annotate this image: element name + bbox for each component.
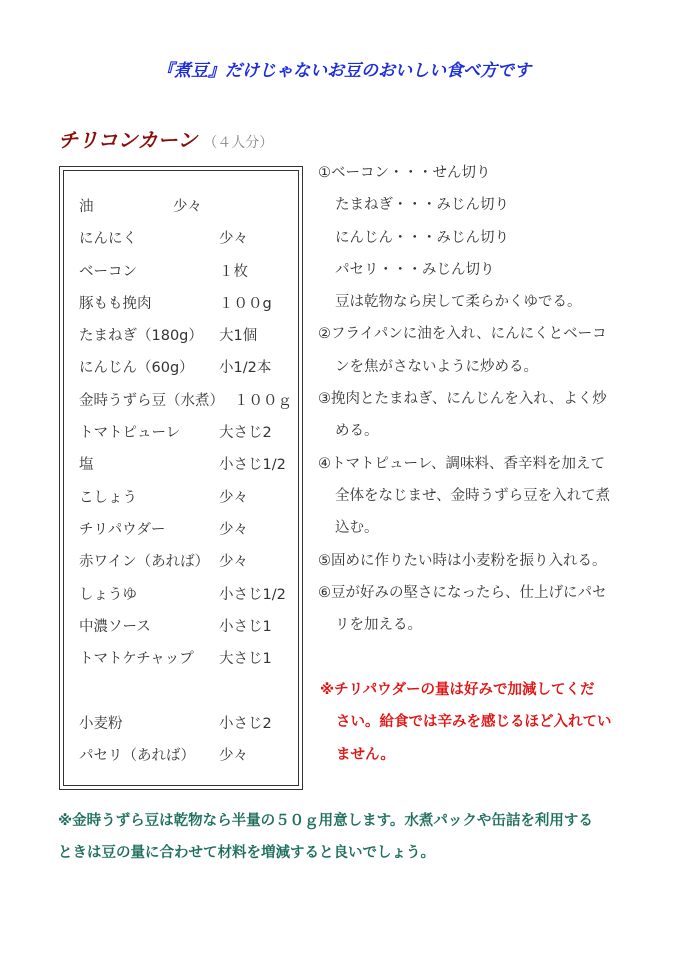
ingredient-qty: 少々 bbox=[219, 489, 248, 506]
ingredient-qty: 大さじ2 bbox=[219, 425, 272, 442]
ingredient-name: 油 bbox=[79, 199, 94, 215]
ingredient-qty: 大さじ1 bbox=[219, 651, 272, 668]
ingredient-row bbox=[79, 320, 309, 352]
spice-note bbox=[320, 675, 650, 772]
ingredient-list bbox=[79, 191, 309, 772]
ingredient-row bbox=[79, 417, 309, 449]
ingredient-name: パセリ（あれば） bbox=[79, 748, 195, 765]
ingredient-name: たまねぎ（180g） bbox=[79, 328, 203, 345]
step-line: パセリ・・・みじん切り bbox=[335, 261, 495, 278]
ingredient-qty: 小1/2本 bbox=[219, 360, 272, 377]
ingredient-row bbox=[79, 611, 309, 643]
ingredient-name: 中濃ソース bbox=[79, 618, 151, 635]
ingredient-qty: １００ｇ bbox=[234, 392, 292, 409]
step-line: 豆は乾物なら戻して柔らかくゆでる。 bbox=[335, 294, 582, 311]
ingredient-row bbox=[79, 352, 309, 384]
spice-note-line: ません。 bbox=[336, 746, 395, 763]
ingredient-row bbox=[79, 546, 309, 578]
ingredient-qty: 少々 bbox=[219, 231, 248, 248]
ingredient-row bbox=[79, 288, 309, 320]
ingredient-qty: 少々 bbox=[173, 199, 202, 215]
ingredient-row bbox=[79, 514, 309, 546]
ingredient-row bbox=[79, 643, 309, 675]
step-line: たまねぎ・・・みじん切り bbox=[335, 197, 509, 214]
step-line: ンを焦がさないように炒める。 bbox=[335, 358, 538, 375]
step-line: にんじん・・・みじん切り bbox=[335, 229, 509, 246]
ingredient-qty: 少々 bbox=[219, 554, 248, 571]
step-line: ①ベーコン・・・せん切り bbox=[318, 165, 491, 181]
ingredient-qty: １枚 bbox=[219, 263, 248, 280]
ingredient-name: チリパウダー bbox=[79, 521, 166, 538]
ingredient-name: しょうゆ bbox=[79, 586, 137, 603]
ingredient-qty: １００g bbox=[219, 295, 272, 312]
ingredient-row bbox=[79, 740, 309, 772]
step-list bbox=[318, 158, 648, 642]
ingredient-qty: 少々 bbox=[219, 521, 248, 538]
spice-note-line: さい。給食では辛みを感じるほど入れてい bbox=[336, 714, 612, 731]
ingredient-row bbox=[79, 449, 309, 481]
bean-note-line: ※金時うずら豆は乾物なら半量の５０ｇ用意します。水煮パックや缶詰を利用する bbox=[58, 813, 593, 829]
step-line: ⑥豆が好みの堅さになったら、仕上げにパセ bbox=[318, 584, 607, 601]
spice-note-line: ※チリパウダーの量は好みで加減してくだ bbox=[320, 682, 595, 698]
step-line: 全体をなじませ、金時うずら豆を入れて煮 bbox=[335, 487, 611, 504]
step-line: ⑤固めに作りたい時は小麦粉を振り入れる。 bbox=[318, 552, 607, 569]
ingredient-row bbox=[79, 708, 309, 740]
ingredient-row bbox=[79, 385, 309, 417]
ingredient-name: ベーコン bbox=[79, 263, 137, 280]
ingredient-qty: 大1個 bbox=[219, 328, 258, 345]
ingredient-name: 赤ワイン（あれば） bbox=[79, 554, 210, 571]
recipe-header bbox=[58, 124, 273, 153]
ingredient-qty: 小さじ2 bbox=[219, 715, 272, 732]
ingredient-qty: 小さじ1 bbox=[219, 618, 272, 635]
ingredient-qty: 小さじ1/2 bbox=[219, 457, 286, 474]
step-line: リを加える。 bbox=[335, 617, 422, 634]
ingredient-row bbox=[79, 482, 309, 514]
ingredient-name: 金時うずら豆（水煮） bbox=[79, 392, 224, 409]
ingredient-name: にんじん（60g） bbox=[79, 360, 194, 377]
ingredient-name: トマトピューレ bbox=[79, 425, 181, 442]
page-title: 『煮豆』だけじゃないお豆のおいしい食べ方です bbox=[157, 61, 531, 81]
ingredient-row bbox=[79, 191, 309, 223]
ingredient-name: 塩 bbox=[79, 457, 94, 474]
step-line: ④トマトピューレ、調味料、香辛料を加えて bbox=[318, 455, 606, 472]
bean-note bbox=[58, 806, 658, 870]
step-line: める。 bbox=[335, 423, 379, 440]
ingredient-name: こしょう bbox=[79, 489, 137, 506]
step-line: ③挽肉とたまねぎ、にんじんを入れ、よく炒 bbox=[318, 391, 607, 408]
bean-note-line: ときは豆の量に合わせて材料を増減すると良いでしょう。 bbox=[58, 845, 435, 861]
ingredient-name: トマトケチャップ bbox=[79, 651, 194, 668]
servings: （４人分） bbox=[203, 135, 274, 151]
ingredient-qty: 小さじ1/2 bbox=[219, 586, 286, 603]
ingredient-name: にんにく bbox=[79, 231, 137, 248]
ingredient-box bbox=[59, 166, 303, 790]
step-line: ②フライパンに油を入れ、にんにくとベーコ bbox=[318, 326, 607, 343]
ingredient-row-blank bbox=[79, 675, 309, 707]
step-line: 込む。 bbox=[335, 520, 379, 537]
ingredient-name: 小麦粉 bbox=[79, 715, 123, 732]
ingredient-qty: 少々 bbox=[219, 748, 248, 765]
ingredient-row bbox=[79, 256, 309, 288]
ingredient-row bbox=[79, 223, 309, 255]
ingredient-name: 豚もも挽肉 bbox=[79, 295, 152, 312]
ingredient-row bbox=[79, 579, 309, 611]
recipe-title: チリコンカーン bbox=[58, 128, 198, 152]
